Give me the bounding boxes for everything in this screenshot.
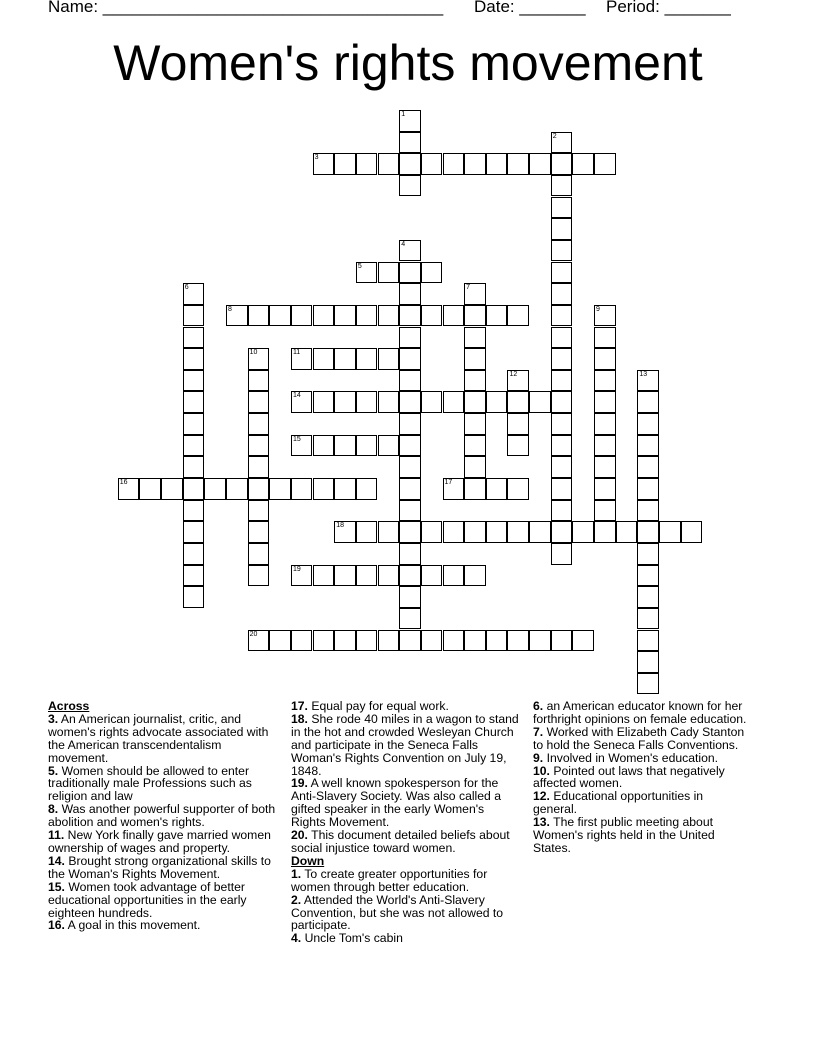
crossword-cell[interactable] bbox=[399, 500, 421, 522]
crossword-cell[interactable] bbox=[334, 305, 356, 327]
clue-across-18: 18. She rode 40 miles in a wagon to stand in the hot and crowded Wesleyan Church and participate in the Seneca Falls Woman's Rights Convention on July 19, 1848. bbox=[291, 711, 519, 778]
clue-number: 6 bbox=[184, 284, 189, 292]
crossword-cell[interactable] bbox=[291, 348, 313, 370]
crossword-cell[interactable] bbox=[183, 586, 205, 608]
crossword-cell[interactable] bbox=[551, 391, 573, 413]
crossword-cell[interactable] bbox=[269, 478, 291, 500]
crossword-cell[interactable] bbox=[399, 132, 421, 154]
crossword-cell[interactable] bbox=[507, 435, 529, 457]
crossword-cell[interactable] bbox=[464, 283, 486, 305]
crossword-cell[interactable] bbox=[443, 391, 465, 413]
crossword-cell[interactable] bbox=[464, 153, 486, 175]
clue-across-5: 5. Women should be allowed to enter traditionally male Professions such as religion and law bbox=[48, 763, 252, 804]
crossword-cell[interactable] bbox=[399, 305, 421, 327]
crossword-cell[interactable] bbox=[399, 110, 421, 132]
crossword-cell[interactable] bbox=[443, 153, 465, 175]
crossword-cell[interactable] bbox=[183, 500, 205, 522]
crossword-cell[interactable] bbox=[378, 565, 400, 587]
crossword-cell[interactable] bbox=[334, 521, 356, 543]
crossword-cell[interactable] bbox=[551, 305, 573, 327]
clue-number: 19 bbox=[292, 565, 301, 573]
crossword-cell[interactable] bbox=[486, 521, 508, 543]
crossword-cell[interactable] bbox=[399, 262, 421, 284]
crossword-cell[interactable] bbox=[356, 521, 378, 543]
crossword-cell[interactable] bbox=[291, 391, 313, 413]
crossword-cell[interactable] bbox=[291, 435, 313, 457]
crossword-cell[interactable] bbox=[421, 305, 443, 327]
crossword-cell[interactable] bbox=[356, 153, 378, 175]
clue-number: 20 bbox=[249, 630, 258, 638]
crossword-cell[interactable] bbox=[507, 478, 529, 500]
crossword-cell[interactable] bbox=[248, 565, 270, 587]
crossword-cell[interactable] bbox=[399, 521, 421, 543]
crossword-cell[interactable] bbox=[313, 435, 335, 457]
crossword-cell[interactable] bbox=[226, 478, 248, 500]
crossword-cell[interactable] bbox=[183, 456, 205, 478]
crossword-cell[interactable] bbox=[248, 478, 270, 500]
crossword-cell[interactable] bbox=[378, 348, 400, 370]
crossword-cell[interactable] bbox=[248, 456, 270, 478]
crossword-cell[interactable] bbox=[356, 630, 378, 652]
crossword-cell[interactable] bbox=[507, 305, 529, 327]
crossword-cell[interactable] bbox=[139, 478, 161, 500]
crossword-cell[interactable] bbox=[529, 521, 551, 543]
crossword-cell[interactable] bbox=[421, 391, 443, 413]
crossword-cell[interactable] bbox=[637, 543, 659, 565]
crossword-cell[interactable] bbox=[551, 240, 573, 262]
crossword-cell[interactable] bbox=[421, 262, 443, 284]
crossword-cell[interactable] bbox=[551, 348, 573, 370]
crossword-cell[interactable] bbox=[399, 608, 421, 630]
crossword-cell[interactable] bbox=[637, 630, 659, 652]
crossword-cell[interactable] bbox=[464, 413, 486, 435]
crossword-cell[interactable] bbox=[399, 565, 421, 587]
clue-number: 1 bbox=[401, 111, 406, 118]
crossword-cell[interactable] bbox=[464, 435, 486, 457]
crossword-cell[interactable] bbox=[356, 435, 378, 457]
crossword-cell[interactable] bbox=[248, 413, 270, 435]
crossword-cell[interactable] bbox=[594, 348, 616, 370]
clue-number: 11 bbox=[292, 349, 301, 357]
crossword-cell[interactable] bbox=[399, 240, 421, 262]
crossword-cell[interactable] bbox=[399, 413, 421, 435]
crossword-cell[interactable] bbox=[356, 348, 378, 370]
crossword-cell[interactable] bbox=[399, 586, 421, 608]
crossword-cell[interactable] bbox=[507, 370, 529, 392]
clue-number: 18 bbox=[336, 522, 345, 530]
crossword-cell[interactable] bbox=[248, 543, 270, 565]
crossword-cell[interactable] bbox=[334, 565, 356, 587]
crossword-cell[interactable] bbox=[291, 478, 313, 500]
crossword-cell[interactable] bbox=[551, 132, 573, 154]
clue-number: 2 bbox=[552, 132, 557, 140]
crossword-cell[interactable] bbox=[486, 305, 508, 327]
crossword-cell[interactable] bbox=[204, 478, 226, 500]
crossword-cell[interactable] bbox=[637, 478, 659, 500]
crossword-cell[interactable] bbox=[594, 478, 616, 500]
crossword-cell[interactable] bbox=[183, 391, 205, 413]
crossword-cell[interactable] bbox=[594, 370, 616, 392]
clue-across-20: 20. This document detailed beliefs about social injustice toward women. bbox=[291, 828, 510, 855]
crossword-cell[interactable] bbox=[399, 435, 421, 457]
crossword-cell[interactable] bbox=[659, 521, 681, 543]
crossword-cell[interactable] bbox=[551, 435, 573, 457]
crossword-cell[interactable] bbox=[464, 565, 486, 587]
crossword-cell[interactable] bbox=[594, 435, 616, 457]
crossword-cell[interactable] bbox=[378, 630, 400, 652]
crossword-cell[interactable] bbox=[334, 391, 356, 413]
crossword-cell[interactable] bbox=[399, 456, 421, 478]
crossword-cell[interactable] bbox=[551, 413, 573, 435]
period-field[interactable]: Period: _______ bbox=[606, 0, 731, 16]
crossword-cell[interactable] bbox=[443, 521, 465, 543]
crossword-cell[interactable] bbox=[248, 521, 270, 543]
crossword-cell[interactable] bbox=[356, 262, 378, 284]
crossword-cell[interactable] bbox=[551, 456, 573, 478]
clue-down-13: 13. The first public meeting about Women's rights held in the United States. bbox=[533, 815, 715, 855]
crossword-cell[interactable] bbox=[183, 327, 205, 349]
crossword-cell[interactable] bbox=[183, 413, 205, 435]
clue-number: 14 bbox=[292, 392, 301, 400]
clue-across-17: 17. Equal pay for equal work. bbox=[291, 699, 449, 713]
crossword-cell[interactable] bbox=[572, 630, 594, 652]
crossword-cell[interactable] bbox=[486, 153, 508, 175]
clue-down-10: 10. Pointed out laws that negatively affected women. bbox=[533, 763, 725, 791]
crossword-cell[interactable] bbox=[399, 543, 421, 565]
crossword-cell[interactable] bbox=[637, 586, 659, 608]
clue-down-2: 2. Attended the World's Anti-Slavery Convention, but she was not allowed to participate. bbox=[291, 892, 504, 933]
crossword-cell[interactable] bbox=[399, 478, 421, 500]
crossword-cell[interactable] bbox=[637, 521, 659, 543]
crossword-cell[interactable] bbox=[313, 565, 335, 587]
crossword-cell[interactable] bbox=[378, 262, 400, 284]
crossword-cell[interactable] bbox=[637, 673, 659, 695]
crossword-cell[interactable] bbox=[183, 370, 205, 392]
crossword-cell[interactable] bbox=[464, 305, 486, 327]
crossword-cell[interactable] bbox=[399, 391, 421, 413]
crossword-cell[interactable] bbox=[378, 521, 400, 543]
crossword-cell[interactable] bbox=[486, 478, 508, 500]
crossword-cell[interactable] bbox=[551, 543, 573, 565]
crossword-cell[interactable] bbox=[572, 521, 594, 543]
crossword-cell[interactable] bbox=[464, 456, 486, 478]
crossword-cell[interactable] bbox=[637, 391, 659, 413]
crossword-cell[interactable] bbox=[378, 391, 400, 413]
crossword-cell[interactable] bbox=[551, 478, 573, 500]
crossword-cell[interactable] bbox=[248, 370, 270, 392]
crossword-cell[interactable] bbox=[183, 521, 205, 543]
crossword-cell[interactable] bbox=[507, 153, 529, 175]
crossword-cell[interactable] bbox=[637, 565, 659, 587]
crossword-cell[interactable] bbox=[443, 565, 465, 587]
clue-number: 10 bbox=[249, 349, 258, 357]
crossword-cell[interactable] bbox=[291, 565, 313, 587]
clue-across-3: 3. An American journalist, critic, and women's rights advocate associated with the American transcendentalism movement. bbox=[48, 711, 269, 765]
crossword-cell[interactable] bbox=[594, 391, 616, 413]
crossword-cell[interactable] bbox=[594, 521, 616, 543]
clue-down-7: 7. Worked with Elizabeth Cady Stanton to hold the Seneca Falls Conventions. bbox=[533, 724, 745, 752]
crossword-cell[interactable] bbox=[594, 305, 616, 327]
clue-across-11: 11. New York finally gave married women ownership of wages and property. bbox=[48, 828, 271, 855]
crossword-cell[interactable] bbox=[529, 391, 551, 413]
clue-number: 15 bbox=[292, 435, 301, 443]
crossword-cell[interactable] bbox=[529, 630, 551, 652]
crossword-cell[interactable] bbox=[551, 521, 573, 543]
crossword-cell[interactable] bbox=[399, 327, 421, 349]
crossword-cell[interactable] bbox=[334, 153, 356, 175]
date-field[interactable]: Date: _______ bbox=[474, 0, 586, 16]
crossword-cell[interactable] bbox=[356, 391, 378, 413]
crossword-cell[interactable] bbox=[248, 391, 270, 413]
clue-down-4: 4. Uncle Tom's cabin bbox=[291, 931, 403, 946]
crossword-cell[interactable] bbox=[572, 153, 594, 175]
clue-number: 7 bbox=[466, 284, 471, 292]
crossword-cell[interactable] bbox=[637, 413, 659, 435]
crossword-cell[interactable] bbox=[551, 327, 573, 349]
crossword-cell[interactable] bbox=[551, 218, 573, 240]
crossword-cell[interactable] bbox=[464, 327, 486, 349]
crossword-cell[interactable] bbox=[443, 630, 465, 652]
crossword-cell[interactable] bbox=[183, 478, 205, 500]
clue-number: 8 bbox=[228, 305, 232, 313]
crossword-cell[interactable] bbox=[486, 630, 508, 652]
crossword-cell[interactable] bbox=[443, 478, 465, 500]
clue-number: 9 bbox=[596, 305, 600, 313]
crossword-cell[interactable] bbox=[594, 327, 616, 349]
across-heading: Across bbox=[48, 699, 90, 713]
crossword-cell[interactable] bbox=[637, 608, 659, 630]
crossword-cell[interactable] bbox=[551, 153, 573, 175]
crossword-cell[interactable] bbox=[464, 370, 486, 392]
crossword-cell[interactable] bbox=[183, 348, 205, 370]
crossword-cell[interactable] bbox=[551, 197, 573, 219]
crossword-cell[interactable] bbox=[421, 521, 443, 543]
crossword-cell[interactable] bbox=[551, 370, 573, 392]
crossword-cell[interactable] bbox=[248, 305, 270, 327]
crossword-cell[interactable] bbox=[594, 500, 616, 522]
crossword-cell[interactable] bbox=[183, 305, 205, 327]
clue-across-8: 8. Was another powerful supporter of both abolition and women's rights. bbox=[48, 802, 276, 830]
clue-number: 12 bbox=[509, 370, 518, 378]
crossword-cell[interactable] bbox=[183, 435, 205, 457]
crossword-cell[interactable] bbox=[594, 456, 616, 478]
crossword-cell[interactable] bbox=[507, 521, 529, 543]
crossword-cell[interactable] bbox=[551, 500, 573, 522]
name-field[interactable]: Name: ____________________________________ bbox=[48, 0, 444, 16]
crossword-cell[interactable] bbox=[313, 391, 335, 413]
clues-column-1 bbox=[48, 700, 276, 932]
crossword-cell[interactable] bbox=[269, 630, 291, 652]
clue-number: 4 bbox=[401, 240, 406, 248]
crossword-cell[interactable] bbox=[291, 630, 313, 652]
clue-number: 17 bbox=[444, 479, 453, 487]
clue-number: 16 bbox=[119, 479, 128, 487]
crossword-cell[interactable] bbox=[421, 153, 443, 175]
clue-number: 13 bbox=[639, 370, 648, 378]
crossword-cell[interactable] bbox=[681, 521, 703, 543]
clue-across-19: 19. A well known spokesperson for the Anti-Slavery Society. Was also called a gifted speaker in the early Women's Rights Movement. bbox=[291, 776, 501, 830]
crossword-cell[interactable] bbox=[637, 370, 659, 392]
crossword-cell[interactable] bbox=[637, 456, 659, 478]
crossword-cell[interactable] bbox=[464, 478, 486, 500]
crossword-cell[interactable] bbox=[464, 521, 486, 543]
crossword-cell[interactable] bbox=[486, 391, 508, 413]
crossword-cell[interactable] bbox=[356, 478, 378, 500]
crossword-cell[interactable] bbox=[183, 565, 205, 587]
crossword-cell[interactable] bbox=[551, 630, 573, 652]
crossword-cell[interactable] bbox=[464, 391, 486, 413]
clue-across-15: 15. Women took advantage of better educational opportunities in the early eighteen hundreds. bbox=[48, 879, 247, 920]
down-heading: Down bbox=[291, 853, 325, 868]
crossword-cell[interactable] bbox=[161, 478, 183, 500]
crossword-cell[interactable] bbox=[248, 500, 270, 522]
crossword-cell[interactable] bbox=[313, 305, 335, 327]
crossword-cell[interactable] bbox=[183, 543, 205, 565]
crossword-cell[interactable] bbox=[399, 283, 421, 305]
clues-column-3 bbox=[533, 700, 747, 855]
crossword-cell[interactable] bbox=[637, 651, 659, 673]
crossword-cell[interactable] bbox=[378, 153, 400, 175]
crossword-cell[interactable] bbox=[334, 435, 356, 457]
crossword-cell[interactable] bbox=[594, 153, 616, 175]
crossword-cell[interactable] bbox=[399, 175, 421, 197]
clue-down-1: 1. To create greater opportunities for women through better education. bbox=[291, 866, 488, 894]
crossword-cell[interactable] bbox=[334, 630, 356, 652]
crossword-cell[interactable] bbox=[637, 435, 659, 457]
crossword-cell[interactable] bbox=[399, 630, 421, 652]
crossword-cell[interactable] bbox=[334, 478, 356, 500]
clue-down-12: 12. Educational opportunities in general. bbox=[533, 789, 704, 817]
crossword-cell[interactable] bbox=[399, 370, 421, 392]
crossword-cell[interactable] bbox=[507, 630, 529, 652]
crossword-cell[interactable] bbox=[551, 262, 573, 284]
crossword-cell[interactable] bbox=[269, 305, 291, 327]
crossword-cell[interactable] bbox=[443, 305, 465, 327]
page-title: Women's rights movement bbox=[113, 35, 703, 91]
crossword-cell[interactable] bbox=[313, 478, 335, 500]
crossword-cell[interactable] bbox=[551, 175, 573, 197]
clue-across-14: 14. Brought strong organizational skills to the Woman's Rights Movement. bbox=[48, 853, 271, 881]
crossword-cell[interactable] bbox=[248, 435, 270, 457]
crossword-cell[interactable] bbox=[464, 348, 486, 370]
crossword-cell[interactable] bbox=[551, 283, 573, 305]
crossword-cell[interactable] bbox=[399, 153, 421, 175]
crossword-cell[interactable] bbox=[248, 630, 270, 652]
crossword-cell[interactable] bbox=[399, 348, 421, 370]
clue-across-16: 16. A goal in this movement. bbox=[48, 918, 201, 933]
clue-number: 3 bbox=[314, 154, 319, 162]
crossword-cell[interactable] bbox=[616, 521, 638, 543]
crossword-cell[interactable] bbox=[421, 565, 443, 587]
crossword-cell[interactable] bbox=[183, 283, 205, 305]
crossword-cell[interactable] bbox=[248, 348, 270, 370]
crossword-cell[interactable] bbox=[594, 413, 616, 435]
crossword-cell[interactable] bbox=[378, 435, 400, 457]
crossword-cell[interactable] bbox=[118, 478, 140, 500]
clues-column-2 bbox=[291, 700, 521, 945]
crossword-cell[interactable] bbox=[356, 565, 378, 587]
crossword-cell[interactable] bbox=[313, 153, 335, 175]
crossword-cell[interactable] bbox=[226, 305, 248, 327]
clue-down-6: 6. an American educator known for her forthright opinions on female education. bbox=[533, 699, 747, 726]
crossword-cell[interactable] bbox=[313, 630, 335, 652]
crossword-cell[interactable] bbox=[464, 630, 486, 652]
crossword-cell[interactable] bbox=[291, 305, 313, 327]
crossword-cell[interactable] bbox=[507, 413, 529, 435]
crossword-cell[interactable] bbox=[378, 305, 400, 327]
crossword-cell[interactable] bbox=[334, 348, 356, 370]
crossword-cell[interactable] bbox=[356, 305, 378, 327]
clue-number: 5 bbox=[357, 262, 362, 270]
clue-down-9: 9. Involved in Women's education. bbox=[533, 750, 719, 765]
crossword-cell[interactable] bbox=[313, 348, 335, 370]
crossword-cell[interactable] bbox=[421, 630, 443, 652]
crossword-cell[interactable] bbox=[637, 500, 659, 522]
crossword-cell[interactable] bbox=[529, 153, 551, 175]
crossword-cell[interactable] bbox=[507, 391, 529, 413]
